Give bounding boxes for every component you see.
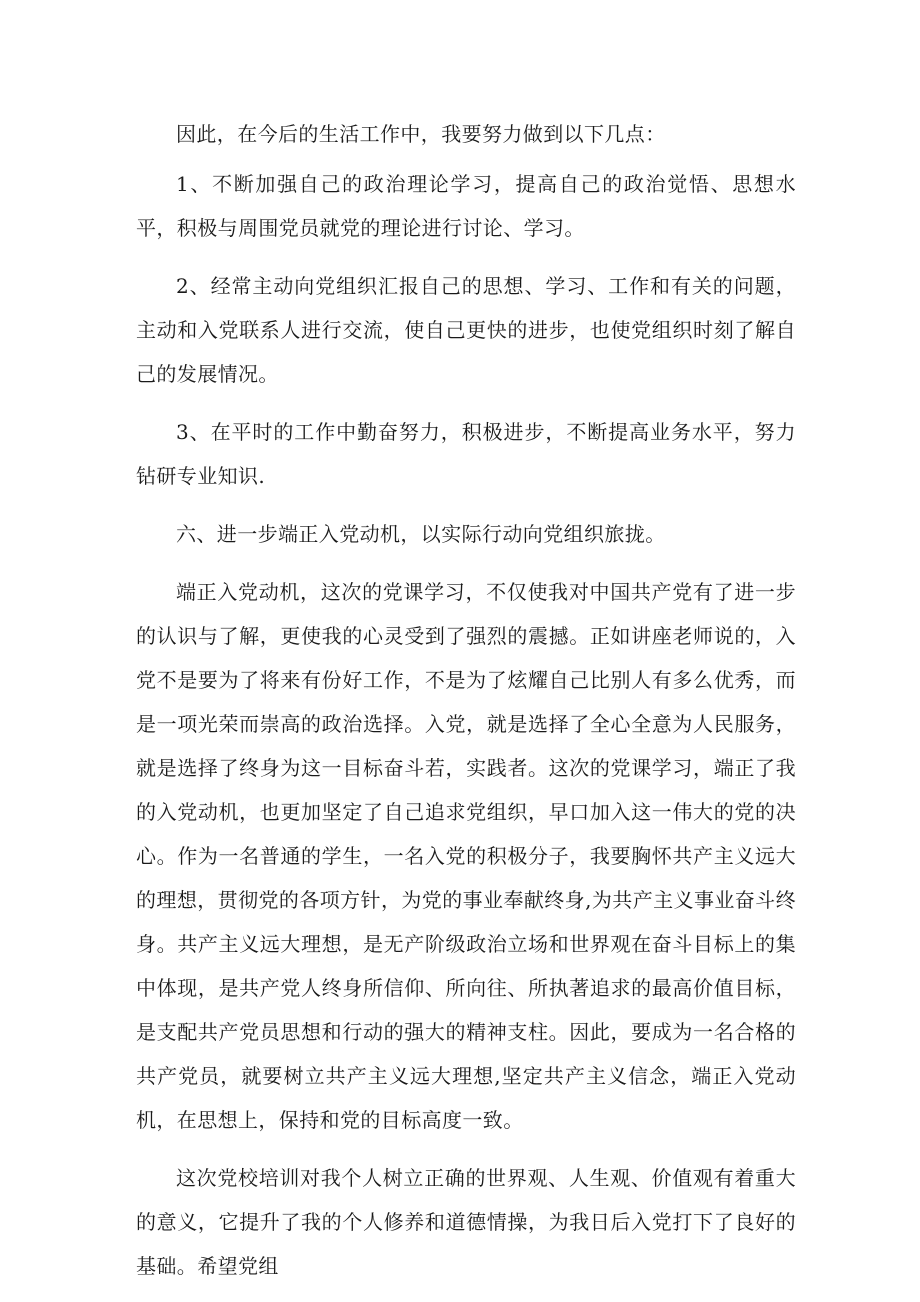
- paragraph-intro: 因此，在今后的生活工作中，我要努力做到以下几点：: [176, 122, 666, 146]
- document-body: [136, 112, 796, 1302]
- paragraph-motivation: 端正入党动机，这次的党课学习，不仅使我对中国共产党有了进一步的认识与了解，更使我的心灵受到了强烈的震撼。正如讲座老师说的，入党不是要为了将来有份好工作，不是为了炫耀自己比别人有多么优秀，而是一项光荣而崇高的政治选择。入党，就是选择了全心全意为人民服务，就是选择了终身为这一目标奋斗若，实践者。这次的党课学习，端正了我的入党动机，也更加坚定了自己追求党组织，早口加入这一伟大的党的决心。作为一名普通的学生，一名入党的积极分子，我要胸怀共产主义远大的理想，贯彻党的各项方针，为党的事业奉献终身,为共产主义事业奋斗终身。共产主义远大理想，是无产阶级政治立场和世界观在奋斗目标上的集中体现，是共产党人终身所信仰、所向往、所执著追求的最高价值目标，是支配共产党员思想和行动的强大的精神支柱。因此，要成为一名合格的共产党员，就要树立共产主义远大理想,坚定共产主义信念，端正入党动机，在思想上，保持和党的目标高度一致。: [136, 580, 796, 1132]
- paragraph-point-3: 3、在平时的工作中勤奋努力，积极进步，不断提高业务水平，努力钻研专业知识.: [136, 420, 796, 488]
- section-heading-six: 六、进一步端正入党动机，以实际行动向党组织旅拢。: [176, 522, 666, 546]
- paragraph-point-1: 1、不断加强自己的政治理论学习，提高自己的政治觉悟、思想水平，积极与周围党员就党的理论进行讨论、学习。: [136, 172, 796, 240]
- paragraph-point-2: 2、经常主动向党组织汇报自己的思想、学习、工作和有关的问题，主动和入党联系人进行交流，使自己更快的进步，也使党组织时刻了解自己的发展情况。: [136, 274, 796, 386]
- paragraph-conclusion: 这次党校培训对我个人树立正确的世界观、人生观、价值观有着重大的意义，它提升了我的个人修养和道德情操，为我日后入党打下了良好的基础。希望党组: [136, 1166, 796, 1278]
